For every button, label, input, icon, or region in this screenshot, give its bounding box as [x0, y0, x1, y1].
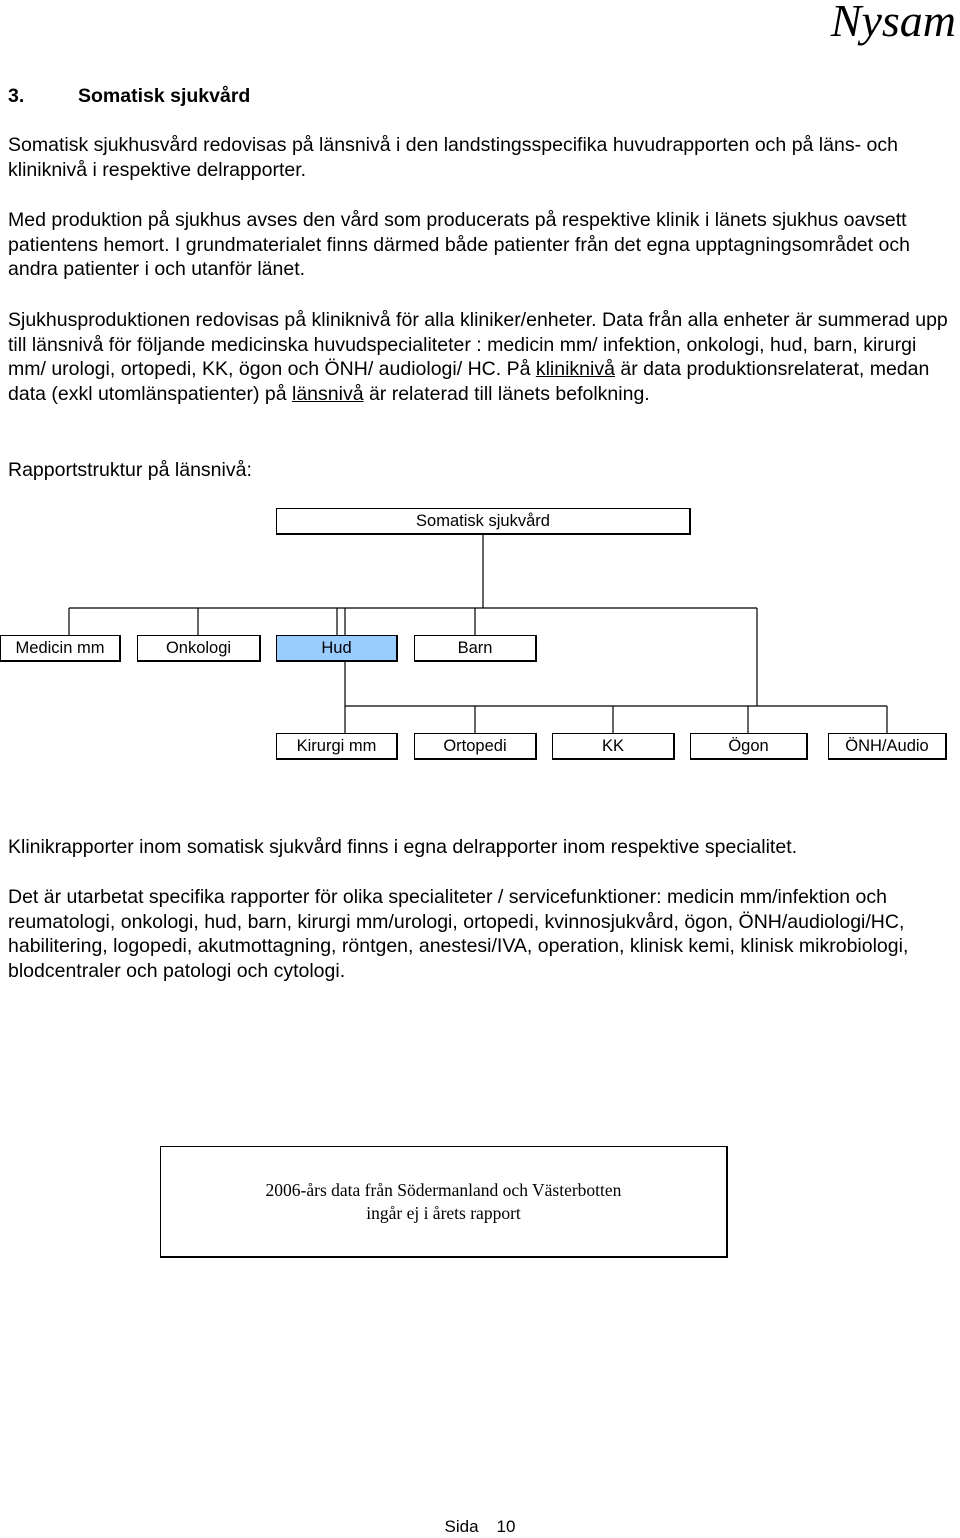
- org-node-onkologi: Onkologi: [137, 635, 261, 662]
- org-node-kirurgi: Kirurgi mm: [276, 733, 398, 760]
- paragraph-reporting-levels: Somatisk sjukhusvård redovisas på länsnivå i den landstingsspecifika huvudrapporten och på läns- och kliniknivå i respektive delrapporter.: [8, 134, 898, 181]
- org-chart: [0, 500, 960, 780]
- underlined-kliniknivå: kliniknivå: [535, 358, 615, 381]
- p3-text-e: är relaterad till länets befolkning.: [363, 383, 650, 406]
- paragraph-production-definition: Med produktion på sjukhus avses den vård som producerats på respektive klinik i länets sjukhus oavsett patientens hemort. I grundmaterialet finns därmed både patienter från det egna upptagningsområdet och andra patienter i och utanför länet.: [8, 209, 910, 281]
- org-node-hud: Hud: [276, 635, 398, 662]
- org-node-ogon: Ögon: [690, 733, 808, 760]
- org-node-kk: KK: [552, 733, 675, 760]
- nysam-logo: Nysam: [830, 0, 956, 46]
- org-node-ortopedi: Ortopedi: [414, 733, 537, 760]
- section-heading: [8, 84, 250, 108]
- section-number: 3.: [8, 85, 25, 107]
- notice-box: [160, 1146, 728, 1258]
- notice-line-2: ingår ej i årets rapport: [366, 1203, 521, 1223]
- notice-line-1: 2006-års data från Södermanland och Västerbotten: [265, 1180, 622, 1200]
- paragraph-clinic-reporting: [8, 308, 954, 407]
- p3-text-c: är data produktionsrelaterat, medan data (exkl utomlänspatienter) på: [8, 358, 930, 406]
- org-node-root: Somatisk sjukvård: [276, 508, 691, 535]
- org-node-barn: Barn: [414, 635, 537, 662]
- org-node-medicin: Medicin mm: [0, 635, 121, 662]
- page-footer: [0, 1516, 960, 1538]
- section-title: Somatisk sjukvård: [78, 85, 251, 107]
- underlined-länsnivå: länsnivå: [292, 383, 364, 406]
- paragraph-report-structure-label: Rapportstruktur på länsnivå:: [8, 459, 252, 481]
- page-number: 10: [496, 1517, 516, 1536]
- paragraph-clinic-reports: Klinikrapporter inom somatisk sjukvård finns i egna delrapporter inom respektive specialitet.: [8, 836, 798, 858]
- p3-text-a: Sjukhusproduktionen redovisas på kliniknivå för alla kliniker/enheter. Data från alla enheter är summerad upp till länsnivå för följande medicinska huvudspecialiteter : medicin mm/ infektion, onkologi, hud, barn, kirurgi mm/ urologi, ortopedi, KK, ögon och ÖNH/ audiologi/ HC. På: [8, 309, 948, 381]
- org-node-onh-audio: ÖNH/Audio: [828, 733, 947, 760]
- paragraph-specialty-reports: Det är utarbetat specifika rapporter för olika specialiteter / servicefunktioner: medicin mm/infektion och reumatologi, onkologi, hud, barn, kirurgi mm/urologi, ortopedi, kvinnosjukvård, ögon, ÖNH/audiologi/HC, habilitering, logopedi, akutmottagning, röntgen, anestesi/IVA, operation, klinisk kemi, klinisk mikrobiologi, blodcentraler och patologi och cytologi.: [8, 886, 909, 983]
- footer-label: Sida: [444, 1517, 479, 1536]
